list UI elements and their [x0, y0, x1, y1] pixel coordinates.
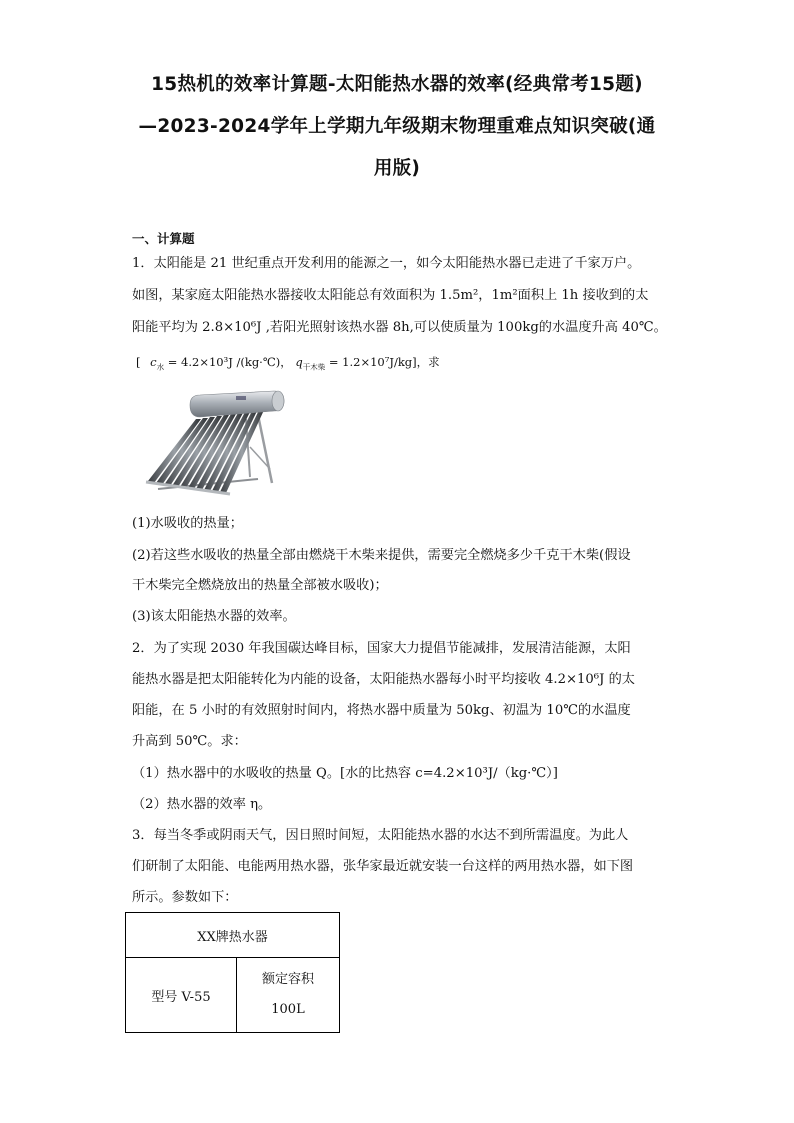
solar-water-heater-icon — [138, 385, 286, 497]
q-symbol: q — [295, 355, 303, 369]
table-row — [126, 958, 340, 1033]
section-heading: 一、计算题 — [132, 231, 195, 246]
q2-subquestion: （1）热水器中的水吸收的热量 Q。[水的比热容 c=4.2×10³J/（kg·℃）] — [132, 766, 558, 781]
q2-text-line: 2．为了实现 2030 年我国碳达峰目标，国家大力提倡节能减排，发展清洁能源，太阳 — [132, 641, 631, 656]
given-separator: ， — [280, 355, 292, 369]
q2-text-line: 升高到 50℃。求： — [132, 734, 247, 749]
q3-text-line: 们研制了太阳能、电能两用热水器，张华家最近就安装一台这样的两用热水器，如下图 — [132, 859, 634, 874]
table-title-cell: XX牌热水器 — [126, 913, 340, 958]
model-cell: 型号 V-55 — [126, 958, 237, 1033]
table-row — [126, 913, 340, 958]
q-subscript: 干木柴 — [302, 362, 326, 372]
q1-text-line: 如图，某家庭太阳能热水器接收太阳能总有效面积为 1.5m²，1m²面积上 1h 接收到的太 — [132, 288, 649, 303]
c-value: = 4.2×10³J /(kg·℃) — [164, 355, 281, 369]
c-subscript: 水 — [156, 362, 165, 372]
q1-subquestion: (3)该太阳能热水器的效率。 — [132, 609, 296, 624]
q3-text-line: 所示。参数如下： — [132, 890, 238, 905]
capacity-value: 100L — [271, 1002, 305, 1017]
title-line: 15热机的效率计算题-太阳能热水器的效率(经典常考15题) — [151, 74, 643, 95]
q2-subquestion: （2）热水器的效率 η。 — [132, 797, 272, 812]
q-value: = 1.2×10⁷J/kg]，求 — [325, 355, 440, 369]
c-symbol: c — [150, 355, 157, 369]
q1-given-constants — [136, 352, 440, 377]
q1-subquestion: (1)水吸收的热量； — [132, 516, 243, 531]
q2-text-line: 阳能，在 5 小时的有效照射时间内，将热水器中质量为 50kg、初温为 10℃的水温度 — [132, 703, 631, 718]
title-line: —2023-2024学年上学期九年级期末物理重难点知识突破(通 — [138, 116, 656, 137]
heater-spec-table — [125, 912, 340, 1033]
given-open-bracket: [ — [136, 355, 141, 369]
capacity-label: 额定容积 — [261, 972, 314, 987]
q1-subquestion: 干木柴完全燃烧放出的热量全部被水吸收)； — [132, 578, 388, 593]
document-title — [95, 64, 699, 190]
q2-text-line: 能热水器是把太阳能转化为内能的设备，太阳能热水器每小时平均接收 4.2×10⁶J 的太 — [132, 672, 635, 687]
capacity-cell — [237, 958, 340, 1033]
q1-text-line: 1．太阳能是 21 世纪重点开发利用的能源之一，如今太阳能热水器已走进了千家万户。 — [132, 256, 641, 271]
q1-text-line: 阳能平均为 2.8×10⁶J ,若阳光照射该热水器 8h,可以使质量为 100kg的水温度升高 40℃。 — [132, 320, 667, 335]
title-line: 用版) — [373, 158, 421, 179]
q1-subquestion: (2)若这些水吸收的热量全部由燃烧干木柴来提供，需要完全燃烧多少千克干木柴(假设 — [132, 548, 631, 563]
q3-text-line: 3．每当冬季或阴雨天气，因日照时间短，太阳能热水器的水达不到所需温度。为此人 — [132, 828, 629, 843]
